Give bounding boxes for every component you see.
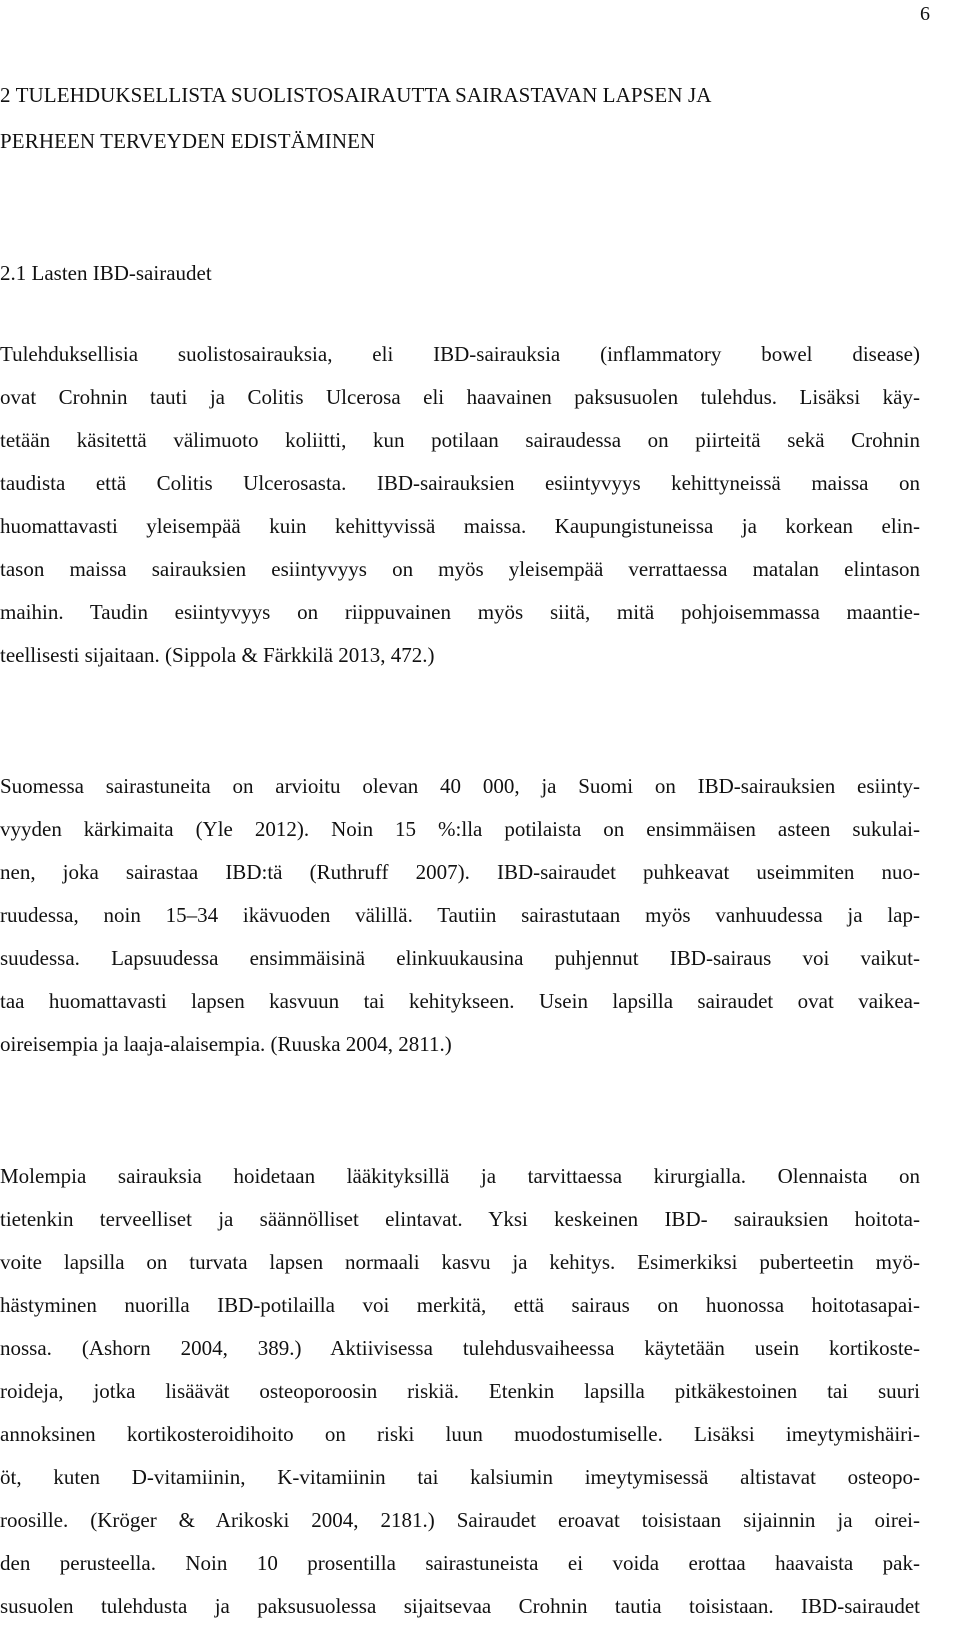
text-line: tietenkin terveelliset ja säännölliset elintavat. Yksi keskeinen IBD- sairauksien hoitota-	[0, 1207, 920, 1231]
text-line: suudessa. Lapsuudessa ensimmäisinä elinkuukausina puhjennut IBD-sairaus voi vaikut-	[0, 946, 920, 970]
text-line: Molempia sairauksia hoidetaan lääkityksillä ja tarvittaessa kirurgialla. Olennaista on	[0, 1164, 920, 1188]
chapter-heading	[0, 72, 930, 164]
text-line: ruudessa, noin 15–34 ikävuoden välillä. Tautiin sairastutaan myös vanhuudessa ja lap-	[0, 903, 920, 927]
page-number: 6	[920, 3, 930, 25]
text-line: hästyminen nuorilla IBD-potilailla voi merkitä, että sairaus on huonossa hoitotasapai-	[0, 1293, 920, 1317]
paragraph-treatment	[0, 1155, 920, 1628]
text-line: Suomessa sairastuneita on arvioitu olevan 40 000, ja Suomi on IBD-sairauksien esiinty-	[0, 774, 920, 798]
text-line: taa huomattavasti lapsen kasvuun tai kehitykseen. Usein lapsilla sairaudet ovat vaikea-	[0, 989, 920, 1013]
text-line: roideja, jotka lisäävät osteoporoosin riskiä. Etenkin lapsilla pitkäkestoinen tai suuri	[0, 1379, 920, 1403]
paragraph-ibd-overview	[0, 333, 920, 677]
section-heading: 2.1 Lasten IBD-sairaudet	[0, 261, 212, 285]
text-line: susuolen tulehdusta ja paksusuolessa sijaitsevaa Crohnin tautia toisistaan. IBD-sairaudet	[0, 1594, 920, 1618]
text-line: nen, joka sairastaa IBD:tä (Ruthruff 2007). IBD-sairaudet puhkeavat useimmiten nuo-	[0, 860, 920, 884]
text-line: oireisempia ja laaja-alaisempia. (Ruuska 2004, 2811.)	[0, 1032, 452, 1056]
text-line: den perusteella. Noin 10 prosentilla sairastuneista ei voida erottaa haavaista pak-	[0, 1551, 920, 1575]
text-line: öt, kuten D-vitamiinin, K-vitamiinin tai kalsiumin imeytymisessä altistavat osteopo-	[0, 1465, 920, 1489]
chapter-heading-line: PERHEEN TERVEYDEN EDISTÄMINEN	[0, 129, 376, 153]
text-line: annoksinen kortikosteroidihoito on riski luun muodostumiselle. Lisäksi imeytymishäiri-	[0, 1422, 920, 1446]
chapter-heading-line: 2 TULEHDUKSELLISTA SUOLISTOSAIRAUTTA SAIRASTAVAN LAPSEN JA	[0, 83, 712, 107]
text-line: tason maissa sairauksien esiintyvyys on myös yleisempää verrattaessa matalan elintason	[0, 557, 920, 581]
text-line: ovat Crohnin tauti ja Colitis Ulcerosa eli haavainen paksusuolen tulehdus. Lisäksi käy-	[0, 385, 920, 409]
text-line: teellisesti sijaitaan. (Sippola & Färkkilä 2013, 472.)	[0, 643, 435, 667]
text-line: voite lapsilla on turvata lapsen normaali kasvu ja kehitys. Esimerkiksi puberteetin myö-	[0, 1250, 920, 1274]
text-line: taudista että Colitis Ulcerosasta. IBD-sairauksien esiintyvyys kehittyneissä maissa on	[0, 471, 920, 495]
text-line: maihin. Taudin esiintyvyys on riippuvainen myös siitä, mitä pohjoisemmassa maantie-	[0, 600, 920, 624]
text-line: tetään käsitettä välimuoto koliitti, kun potilaan sairaudessa on piirteitä sekä Crohnin	[0, 428, 920, 452]
text-line: huomattavasti yleisempää kuin kehittyvissä maissa. Kaupungistuneissa ja korkean elin-	[0, 514, 920, 538]
text-line: roosille. (Kröger & Arikoski 2004, 2181.) Sairaudet eroavat toisistaan sijainnin ja oirei-	[0, 1508, 920, 1532]
text-line: vyyden kärkimaita (Yle 2012). Noin 15 %:lla potilaista on ensimmäisen asteen sukulai-	[0, 817, 920, 841]
text-line: nossa. (Ashorn 2004, 389.) Aktiivisessa tulehdusvaiheessa käytetään usein kortikoste-	[0, 1336, 920, 1360]
text-line: Tulehduksellisia suolistosairauksia, eli IBD-sairauksia (inflammatory bowel disease)	[0, 342, 920, 366]
paragraph-finland-prevalence	[0, 765, 920, 1066]
